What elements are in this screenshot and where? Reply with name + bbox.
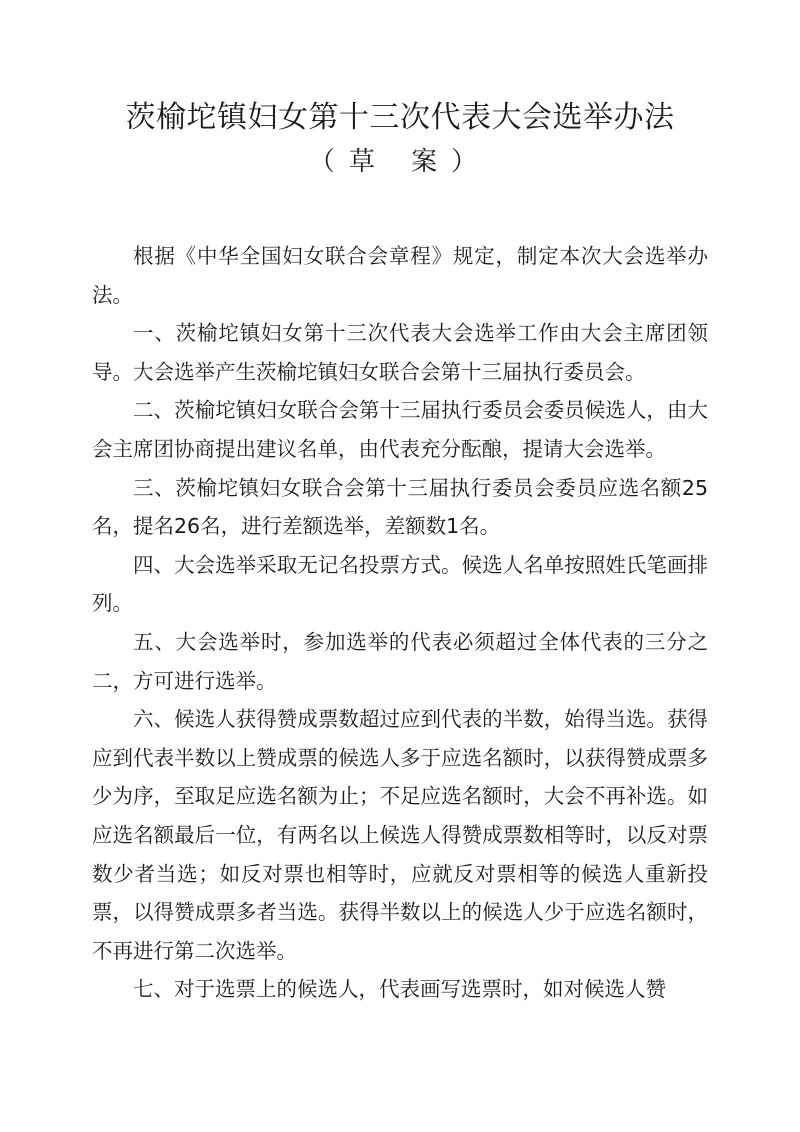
document-title: 茨榆坨镇妇女第十三次代表大会选举办法 xyxy=(125,100,675,135)
paragraph-article-5: 五、大会选举时，参加选举的代表必须超过全体代表的三分之二，方可进行选举。 xyxy=(92,629,708,693)
paragraph-intro: 根据《中华全国妇女联合会章程》规定，制定本次大会选举办法。 xyxy=(92,244,708,307)
paragraph-article-4: 四、大会选举采取无记名投票方式。候选人名单按照姓氏笔画排列。 xyxy=(92,552,708,616)
paragraph-article-3: 三、茨榆坨镇妇女联合会第十三届执行委员会委员应选名额25名，提名26名，进行差额选举，差额数1名。 xyxy=(92,475,708,539)
paragraph-article-7: 七、对于选票上的候选人，代表画写选票时，如对候选人赞 xyxy=(133,977,666,1002)
document-subtitle: （草 案） xyxy=(308,147,492,177)
document-body xyxy=(92,237,708,1009)
paragraph-article-1: 一、茨榆坨镇妇女第十三次代表大会选举工作由大会主席团领导。大会选举产生茨榆坨镇妇女联合会第十三届执行委员会。 xyxy=(92,321,708,384)
paragraph-article-6: 六、候选人获得赞成票数超过应到代表的半数，始得当选。获得应到代表半数以上赞成票的候选人多于应选名额时，以获得赞成票多少为序，至取足应选名额为止；不足应选名额时，大会不再补选。如应选名额最后一位，有两名以上候选人得赞成票数相等时，以反对票数少者当选；如反对票也相等时，应就反对票相等的候选人重新投票，以得赞成票多者当选。获得半数以上的候选人少于应选名额时，不再进行第二次选举。 xyxy=(92,707,708,963)
paragraph-article-2: 二、茨榆坨镇妇女联合会第十三届执行委员会委员候选人，由大会主席团协商提出建议名单，由代表充分酝酿，提请大会选举。 xyxy=(92,398,708,461)
